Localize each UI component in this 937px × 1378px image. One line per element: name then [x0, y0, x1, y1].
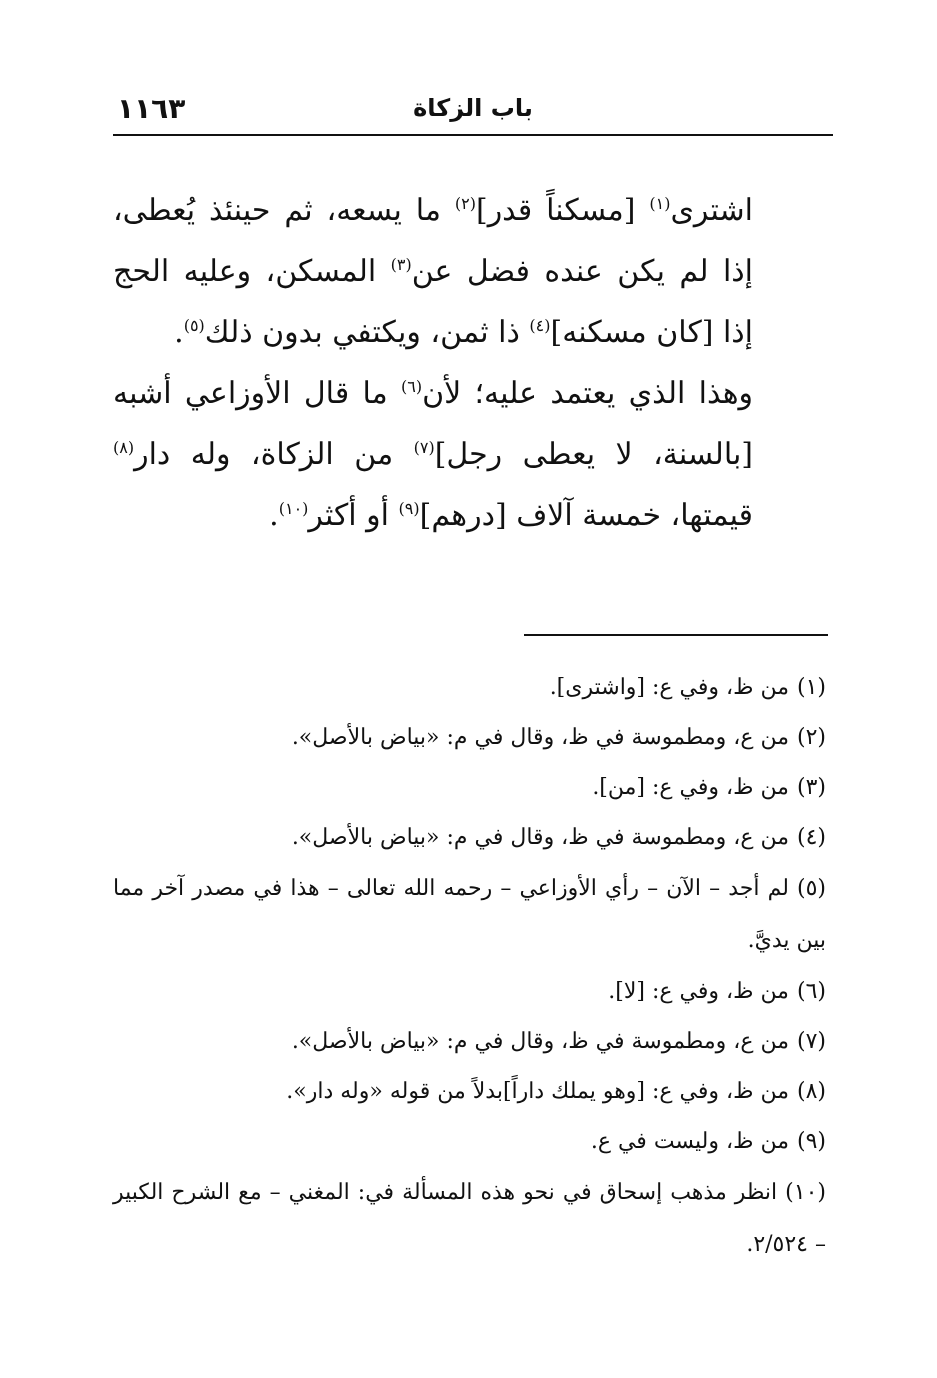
text-run: ما يسعه، ثم حينئذ يُعطى، إذا لم يكن عنده فضل عن [113, 193, 753, 289]
footnote-text: من ظ، وفي ع: [لا]. [608, 979, 789, 1004]
footnote-number: (١٠) [785, 1180, 826, 1205]
text-run: ما قال الأوزاعي أشبه [بالسنة، لا يعطى رجل] [113, 376, 754, 472]
text-run: من الزكاة، وله دار [134, 437, 414, 472]
footnote-text: من ظ، وفي ع: [واشترى]. [549, 675, 789, 700]
footnotes [113, 663, 826, 1271]
footnote-ref: (٧) [413, 438, 435, 457]
footnote-separator [524, 634, 828, 636]
footnote-item [113, 1167, 826, 1271]
footnote-number: (٤) [796, 825, 826, 850]
text-run: [مسكناً قدر] [475, 193, 650, 228]
text-run: أو أكثر [308, 498, 399, 533]
text-run: اشترى [670, 193, 753, 228]
footnote-number: (١) [796, 675, 826, 700]
footnote-number: (٦) [796, 979, 826, 1004]
footnote-ref: (٤) [529, 316, 551, 335]
footnote-number: (٥) [796, 876, 826, 901]
footnote-ref: (٣) [390, 255, 412, 274]
footnote-item [113, 863, 826, 967]
footnote-item [113, 663, 826, 713]
footnote-text: من ظ، وفي ع: [من]. [592, 775, 789, 800]
footnote-item [113, 1117, 826, 1167]
text-run: المسكن، وعليه الحج إذا [كان مسكنه] [113, 254, 753, 350]
footnote-item [113, 967, 826, 1017]
text-run: ذا ثمن، ويكتفي بدون ذلك [204, 315, 530, 350]
footnote-ref: (٩) [398, 499, 420, 518]
footnote-number: (٢) [796, 725, 826, 750]
footnote-number: (٣) [796, 775, 826, 800]
footnote-number: (٩) [796, 1129, 826, 1154]
page-number: ١١٦٣ [117, 92, 186, 125]
page-header [113, 92, 833, 136]
footnote-number: (٧) [796, 1029, 826, 1054]
footnote-text: من ظ، وليست في ع. [590, 1129, 789, 1154]
footnote-number: (٨) [796, 1079, 826, 1104]
footnote-ref: (٦) [400, 377, 423, 396]
footnote-text: من ع، ومطموسة في ظ، وقال في م: «بياض بالأصل». [291, 725, 789, 750]
text-run: قيمتها، خمسة آلاف [درهم] [419, 498, 753, 533]
footnote-item [113, 1017, 826, 1067]
footnote-item [113, 713, 826, 763]
paragraph-2 [113, 363, 753, 546]
main-text [113, 180, 753, 546]
footnote-ref: (١٠) [278, 499, 309, 518]
paragraph-1 [113, 180, 753, 363]
text-run: . [269, 498, 279, 533]
footnote-text: من ع، ومطموسة في ظ، وقال في م: «بياض بالأصل». [291, 1029, 789, 1054]
footnote-item [113, 1067, 826, 1117]
text-run: . [174, 315, 184, 350]
footnote-ref: (٥) [183, 316, 205, 335]
footnote-text: انظر مذهب إسحاق في نحو هذه المسألة في: المغني – مع الشرح الكبير – ٢/٥٢٤. [113, 1180, 826, 1257]
footnote-text: من ظ، وفي ع: [وهو يملك داراً]بدلاً من قوله «وله دار». [286, 1079, 789, 1104]
footnote-text: من ع، ومطموسة في ظ، وقال في م: «بياض بالأصل». [291, 825, 789, 850]
footnote-item [113, 813, 826, 863]
footnote-item [113, 763, 826, 813]
footnote-ref: (٨) [113, 438, 135, 457]
footnote-ref: (١) [649, 194, 671, 213]
footnote-text: لم أجد – الآن – رأي الأوزاعي – رحمه الله تعالى – هذا في مصدر آخر مما بين يديَّ. [113, 876, 826, 953]
footnote-ref: (٢) [454, 194, 476, 213]
text-run: وهذا الذي يعتمد عليه؛ لأن [422, 376, 753, 411]
page-title: باب الزكاة [413, 94, 533, 122]
